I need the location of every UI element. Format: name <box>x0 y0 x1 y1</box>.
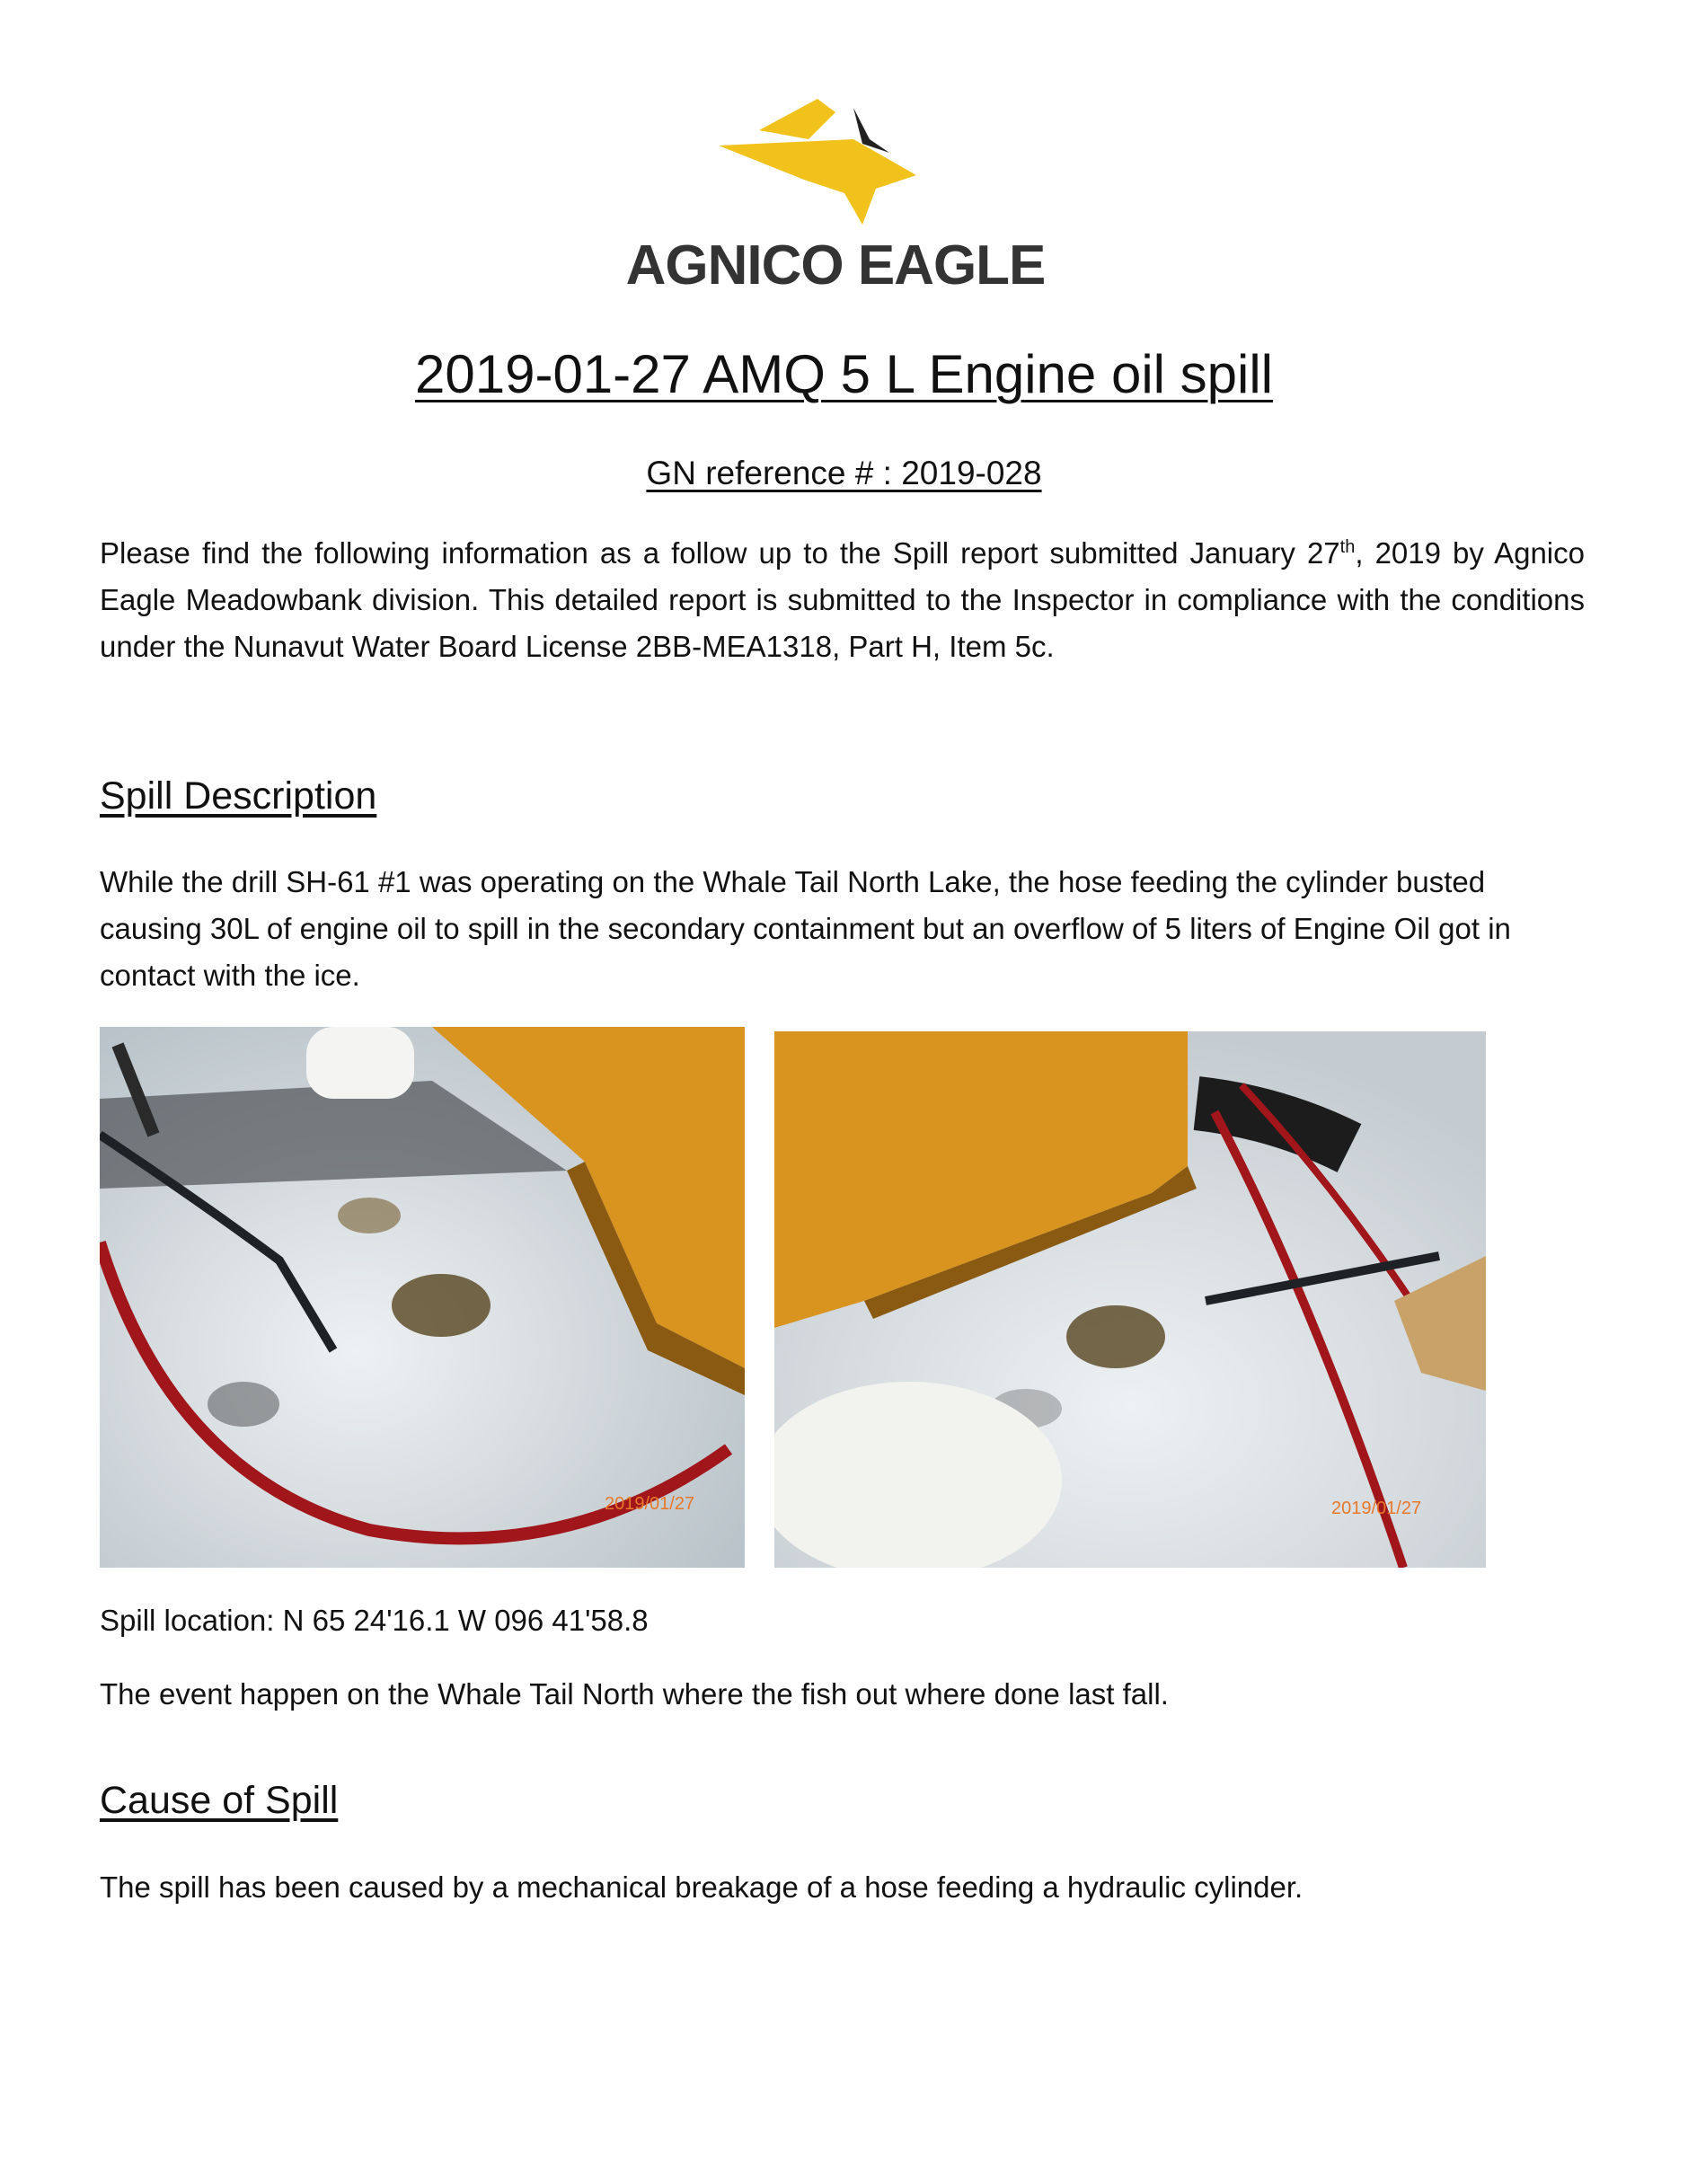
spill-photo-2 <box>774 1031 1486 1568</box>
photo-1-date-stamp: 2019/01/27 <box>605 1494 695 1514</box>
cause-of-spill-heading: Cause of Spill <box>100 1779 339 1822</box>
page-title: 2019-01-27 AMQ 5 L Engine oil spill <box>414 344 1274 404</box>
event-location-text: The event happen on the Whale Tail North where the fish out where done last fall. <box>100 1677 1169 1711</box>
logo-wordmark: AGNICO EAGLE <box>625 234 1046 296</box>
eagle-logo-icon <box>719 90 952 225</box>
intro-paragraph <box>100 530 1585 670</box>
company-logo <box>620 90 1051 305</box>
cause-of-spill-text: The spill has been caused by a mechanical breakage of a hose feeding a hydraulic cylinder. <box>100 1870 1304 1904</box>
intro-text-1: Please find the following information as a follow up to the Spill report submitted January 27 <box>100 536 1340 570</box>
spill-description-text: While the drill SH-61 #1 was operating on the Whale Tail North Lake, the hose feeding the cylinder busted causing 30L of engine oil to spill in the secondary containment but an overflow of 5 liters of Engine Oil got in contact with the ice. <box>100 865 1511 992</box>
photo-2-date-stamp: 2019/01/27 <box>1331 1499 1422 1518</box>
spill-photo-1 <box>100 1027 745 1568</box>
gn-reference: GN reference # : 2019-028 <box>646 455 1042 491</box>
intro-superscript: th <box>1339 537 1356 557</box>
intro-text-2: , 2019 by Agnico Eagle Meadowbank division. This detailed report is submitted to the Inspector in compliance with the conditions under the Nunavut Water Board License 2BB-MEA1318, Part H, Item 5c. <box>100 536 1585 663</box>
spill-description-heading: Spill Description <box>100 774 377 818</box>
spill-location-text: Spill location: N 65 24'16.1 W 096 41'58.8 <box>100 1604 649 1637</box>
